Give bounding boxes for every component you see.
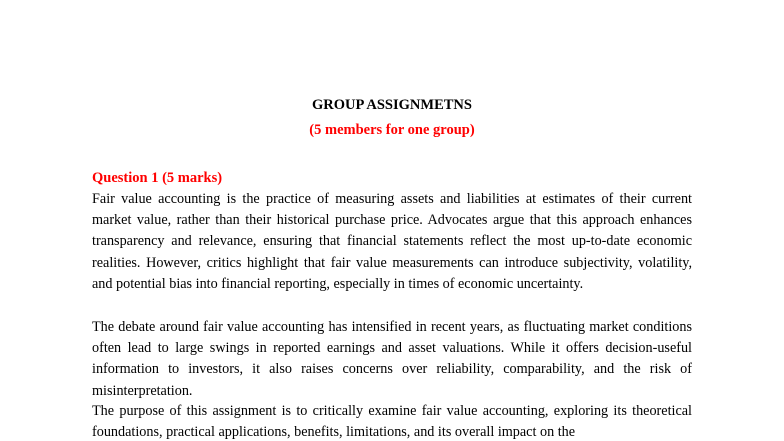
question-heading: Question 1 (5 marks) [92, 170, 223, 186]
paragraph-2: The debate around fair value accounting has intensified in recent years, as fluctuating market conditions often lead to large swings in reported earnings and asset valuations. While it offers decision-useful information to investors, it also raises concerns over reliability, comparability, and the risk of misinterpretation. [92, 319, 692, 399]
paragraph-3: The purpose of this assignment is to critically examine fair value accounting, exploring its theoretical foundations, practical applications, benefits, limitations, and its overall impact on the [92, 403, 692, 441]
paragraph-1: Fair value accounting is the practice of measuring assets and liabilities at estimates of their current market value, rather than their historical purchase price. Advocates argue that this approach enhances transparency and relevance, ensuring that financial statements reflect the most up-to-date economic realities. However, critics highlight that fair value measurements can introduce subjectivity, volatility, and potential bias into financial reporting, especially in times of economic uncertainty. [92, 191, 692, 292]
document-subtitle: (5 members for one group) [309, 122, 475, 138]
document-title: GROUP ASSIGNMETNS [312, 97, 472, 113]
